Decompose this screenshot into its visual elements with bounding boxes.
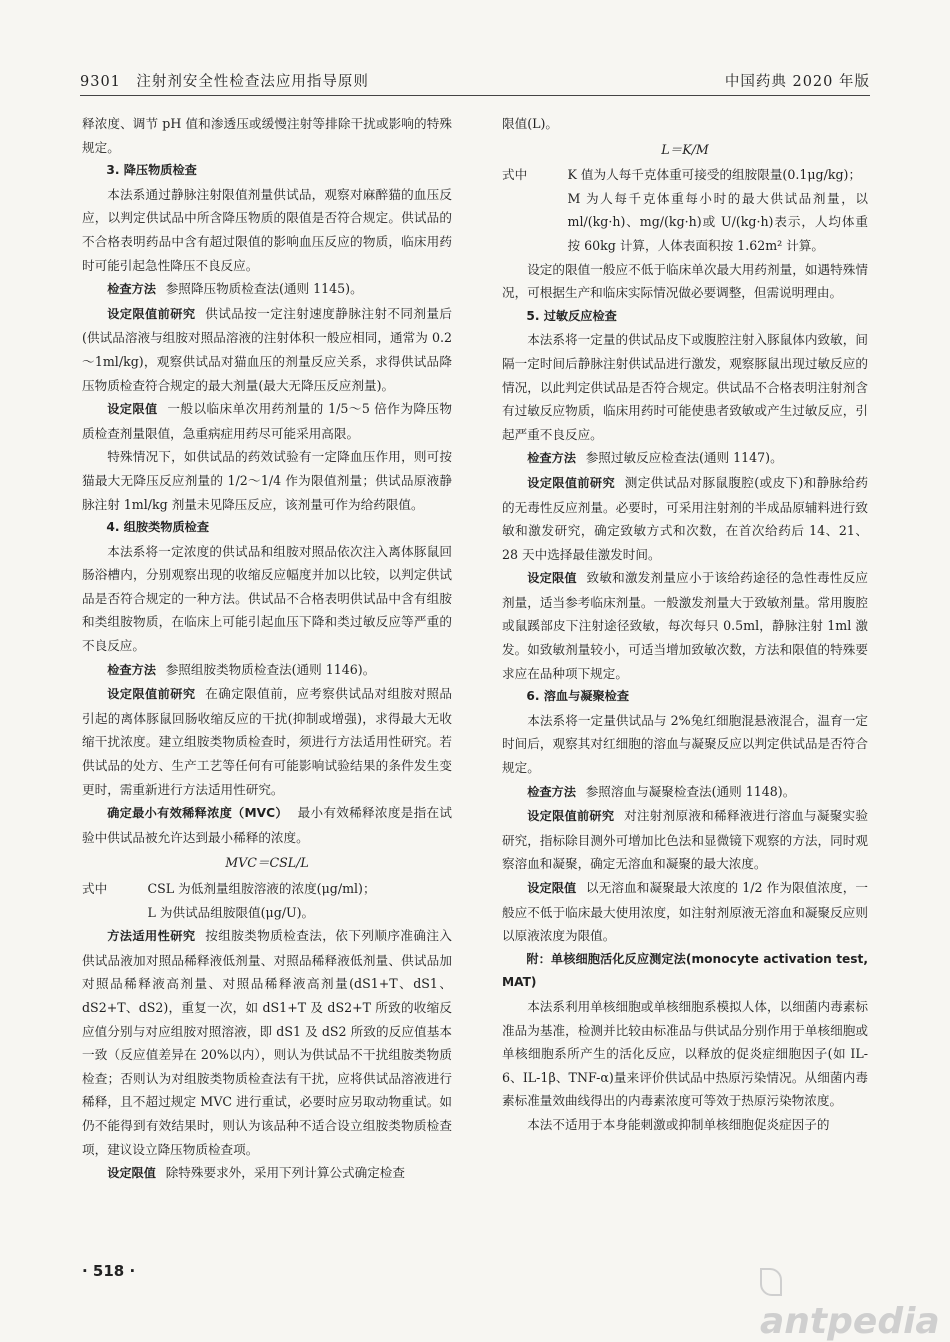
formula: MVC＝CSL/L bbox=[225, 855, 309, 871]
section-heading: 4. 组胺类物质检查 bbox=[106, 520, 210, 535]
labeled-paragraph bbox=[82, 682, 452, 801]
formula-definition bbox=[502, 163, 868, 187]
paragraph-text: 在确定限值前，应考察供试品对组胺对照品引起的离体豚鼠回肠收缩反应的干扰(抑制或增强)，求得最大无收缩干扰浓度。建立组胺类物质检查时，须进行方法适用性研究。若供试品的处方、生产工艺等任何有可能影响试验结果的条件发生变更时，需重新进行方法适用性研究。 bbox=[82, 686, 453, 797]
labeled-paragraph bbox=[82, 397, 452, 445]
paragraph-text: 一般以临床单次用药剂量的 1/5～5 倍作为降压物质检查剂量限值，急重病症用药尽可能采用高限。 bbox=[82, 401, 452, 441]
body-paragraph: 本法系利用单核细胞或单核细胞系模拟人体，以细菌内毒素标准品为基准，检测并比较由标准品与供试品分别作用于单核细胞或单核细胞系所产生的活化反应，以释放的促炎症细胞因子(如 IL-6、IL-1β、TNF-α)量来评价供试品中热原污染情况。从细菌内毒素标准量效曲线得出的内毒素浓度可等效于热原污染物浓度。 bbox=[502, 998, 868, 1109]
definition-label: 式中 bbox=[502, 167, 528, 183]
body-paragraph: 本法系将一定量供试品与 2%兔红细胞混悬液混合，温育一定时间后，观察其对红细胞的溶血与凝聚反应以判定供试品是否符合规定。 bbox=[502, 712, 868, 776]
paragraph-label: 方法适用性研究 bbox=[107, 929, 196, 944]
formula-definition: L 为供试品组胺限值(μg/U)。 bbox=[147, 904, 315, 920]
labeled-paragraph bbox=[502, 566, 868, 685]
formula-definition: M 为人每千克体重每小时的最大供试品剂量，以 ml/(kg·h)、mg/(kg·h)或 U/(kg·h)表示，人均体重按 60kg 计算，人体表面积按 1.62m² 计算。 bbox=[567, 190, 868, 253]
labeled-paragraph bbox=[82, 924, 452, 1161]
labeled-paragraph bbox=[82, 1161, 452, 1186]
labeled-paragraph bbox=[502, 471, 868, 566]
watermark-logo bbox=[760, 1260, 950, 1342]
paragraph-label: 设定限值 bbox=[527, 571, 577, 586]
header-title: 9301 注射剂安全性检查法应用指导原则 bbox=[80, 74, 369, 90]
paragraph-label: 设定限值 bbox=[107, 402, 158, 417]
header-rule bbox=[80, 95, 870, 96]
paragraph-label: 设定限值前研究 bbox=[107, 306, 196, 321]
labeled-paragraph bbox=[502, 446, 868, 471]
labeled-paragraph bbox=[502, 876, 868, 948]
body-paragraph: 设定的限值一般应不低于临床单次最大用药剂量，如遇特殊情况，可根据生产和临床实际情况做必要调整，但需说明理由。 bbox=[502, 261, 868, 301]
paragraph-label: 确定最小有效稀释浓度（MVC） bbox=[107, 806, 288, 821]
labeled-paragraph bbox=[502, 780, 868, 805]
section-heading: 3. 降压物质检查 bbox=[106, 163, 197, 178]
paragraph-text: 参照降压物质检查法(通则 1145)。 bbox=[165, 281, 363, 297]
section-heading: 5. 过敏反应检查 bbox=[526, 308, 617, 323]
paragraph-text: 参照过敏反应检查法(通则 1147)。 bbox=[585, 450, 783, 466]
definition-text: CSL 为低剂量组胺溶液的浓度(μg/ml)； bbox=[147, 881, 376, 896]
paragraph-label: 检查方法 bbox=[107, 282, 156, 297]
paragraph-label: 设定限值前研究 bbox=[527, 475, 615, 490]
body-paragraph: 限值(L)。 bbox=[502, 116, 558, 131]
body-paragraph: 本法系通过静脉注射限值剂量供试品，观察对麻醉猫的血压反应，以判定供试品中所含降压物质的限值是否符合规定。供试品的不合格表明药品中含有超过限值的影响血压反应的物质，临床用药时可能引起急性降压不良反应。 bbox=[82, 186, 452, 273]
section-heading: 附：单核细胞活化反应测定法(monocyte activation test, MAT) bbox=[502, 951, 868, 990]
paragraph-label: 设定限值 bbox=[527, 881, 577, 895]
body-paragraph: 释浓度、调节 pH 值和渗透压或缓慢注射等排除干扰或影响的特殊规定。 bbox=[82, 116, 452, 155]
paragraph-label: 设定限值 bbox=[107, 1166, 156, 1181]
page-header bbox=[80, 60, 870, 94]
body-paragraph: 本法系将一定量的供试品皮下或腹腔注射入豚鼠体内致敏，间隔一定时间后静脉注射供试品进行激发，观察豚鼠出现过敏反应的情况，以此判定供试品是否符合规定。供试品不合格表明注射剂含有过敏反应物质，临床用药时可能使患者致敏或产生过敏反应，引起严重不良反应。 bbox=[502, 332, 868, 442]
paragraph-label: 检查方法 bbox=[527, 784, 576, 799]
paragraph-text: 致敏和激发剂量应小于该给药途径的急性毒性反应剂量，适当参考临床剂量。一般激发剂量大于致敏剂量。常用腹腔或鼠蹊部皮下注射途径致敏，每次每只 0.5ml，静脉注射 1ml 激发。如致敏剂量较小，可适当增加致敏次数，方法和限值的特殊要求应在品种项下规定。 bbox=[502, 570, 869, 681]
paragraph-text: 参照溶血与凝聚检查法(通则 1148)。 bbox=[585, 783, 796, 799]
right-column bbox=[502, 112, 868, 1137]
body-paragraph: 本法不适用于本身能刺激或抑制单核细胞促炎症因子的 bbox=[527, 1116, 830, 1132]
left-column bbox=[82, 112, 452, 1186]
paragraph-text: 除特殊要求外，采用下列计算公式确定检查 bbox=[165, 1165, 405, 1181]
paragraph-label: 检查方法 bbox=[527, 451, 576, 466]
paragraph-label: 检查方法 bbox=[107, 662, 156, 677]
paragraph-label: 设定限值前研究 bbox=[527, 809, 615, 824]
labeled-paragraph bbox=[82, 302, 452, 397]
labeled-paragraph bbox=[82, 801, 452, 849]
watermark-text: antpedia bbox=[760, 1301, 940, 1342]
leaf-icon bbox=[760, 1268, 782, 1296]
section-heading: 6. 溶血与凝聚检查 bbox=[526, 689, 630, 704]
page-number: · 518 · bbox=[82, 1262, 136, 1280]
paragraph-text: 参照组胺类物质检查法(通则 1146)。 bbox=[165, 661, 376, 677]
formula-definition bbox=[82, 877, 452, 901]
header-edition: 中国药典 2020 年版 bbox=[724, 74, 870, 90]
labeled-paragraph bbox=[82, 277, 452, 302]
paragraph-text: 供试品按一定注射速度静脉注射不同剂量后(供试品溶液与组胺对照品溶液的注射体积一般应相同，通常为 0.2～1ml/kg)，观察供试品对猫血压的剂量反应关系，求得供试品降压物质检查符合规定的最大剂量(最大无降压反应剂量)。 bbox=[82, 305, 453, 393]
paragraph-label: 设定限值前研究 bbox=[107, 687, 196, 702]
paragraph-text: 最小有效稀释浓度是指在试验中供试品被允许达到最小稀释的浓度。 bbox=[82, 805, 452, 845]
definition-text: K 值为人每千克体重可接受的组胺限量(0.1μg/kg)； bbox=[567, 167, 862, 183]
body-paragraph: 本法系将一定浓度的供试品和组胺对照品依次注入离体豚鼠回肠浴槽内，分别观察出现的收缩反应幅度并加以比较，以判定供试品是否符合规定的一种方法。供试品不合格表明供试品中含有组胺和类组胺物质，在临床上可能引起血压下降和类过敏反应等严重的不良反应。 bbox=[82, 543, 452, 654]
paragraph-text: 对注射剂原液和稀释液进行溶血与凝聚实验研究，指标除目测外可增加比色法和显微镜下观察的方法，同时观察溶血和凝聚，确定无溶血和凝聚的最大浓度。 bbox=[502, 808, 869, 872]
labeled-paragraph bbox=[502, 804, 868, 876]
body-paragraph: 特殊情况下，如供试品的药效试验有一定降血压作用，则可按猫最大无降压反应剂量的 1/2～1/4 作为限值剂量；供试品原液静脉注射 1ml/kg 剂量未见降压反应，该剂量可作为给药限值。 bbox=[82, 449, 452, 512]
paragraph-text: 按组胺类物质检查法，依下列顺序准确注入供试品液加对照品稀释液低剂量、对照品稀释液低剂量、供试品加对照品稀释液高剂量、对照品稀释液高剂量(dS1+T、dS1、dS2+T、dS2)，重复一次，如 dS1+T 及 dS2+T 所致的收缩反应值分别与对应组胺对照溶液，即 dS1 及 dS2 所致的反应值基本一致（反应值差异在 20%以内），则认为供试品不干扰组胺类物质检查；否则认为对组胺类物质检查法有干扰，应将供试品溶液进行稀释，且不超过规定 MVC 进行重试，必要时应另取动物重试。如仍不能得到有效结果时，则认为该品种不适合设立组胺类物质检查项，建议设立降压物质检查项。 bbox=[82, 928, 453, 1157]
paragraph-text: 测定供试品对豚鼠腹腔(或皮下)和静脉给药的无毒性反应剂量。必要时，可采用注射剂的半成品原辅料进行致敏和激发研究，确定致敏方式和次数，在首次给药后 14、21、28 天中选择最佳激发时间。 bbox=[502, 474, 869, 562]
paragraph-text: 以无溶血和凝聚最大浓度的 1/2 作为限值浓度，一般应不低于临床最大使用浓度，如注射剂原液无溶血和凝聚反应则以原液浓度为限值。 bbox=[502, 880, 869, 944]
labeled-paragraph bbox=[82, 658, 452, 683]
formula: L＝K/M bbox=[661, 141, 709, 157]
definition-label: 式中 bbox=[82, 881, 108, 896]
